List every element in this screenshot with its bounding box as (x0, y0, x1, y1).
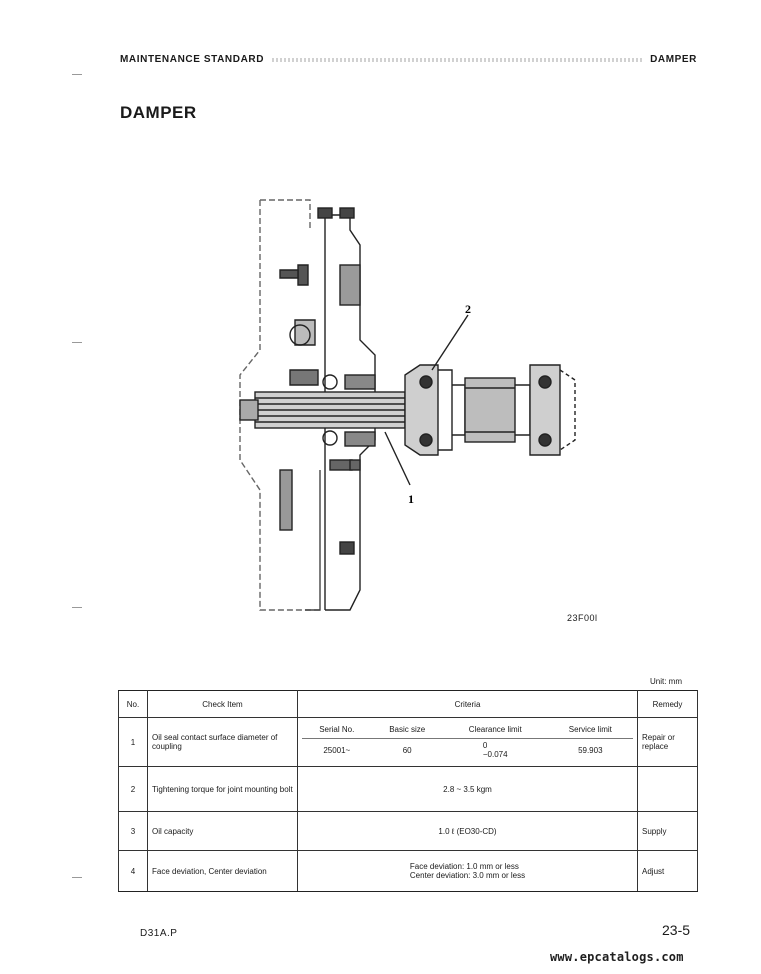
damper-cross-section-drawing (200, 170, 620, 630)
serial-value: 25001~ (323, 745, 351, 755)
figure-code: 23F00l (567, 613, 598, 623)
row-criteria: 1.0 ℓ (EO30-CD) (298, 812, 638, 851)
row-remedy: Supply (638, 812, 698, 851)
header-right: DAMPER (650, 54, 697, 65)
table-row (119, 767, 698, 812)
row-remedy: Adjust (638, 851, 698, 892)
row-check-item: Face deviation, Center deviation (148, 851, 298, 892)
header-dotted-rule (272, 58, 643, 62)
margin-mark (72, 607, 82, 608)
subheader-clearance-limit: Clearance limit (443, 723, 548, 739)
page-number: 23-5 (662, 922, 691, 938)
row-no: 4 (119, 851, 148, 892)
row-criteria (298, 851, 638, 892)
subheader-basic-size: Basic size (372, 723, 443, 739)
row-remedy: Repair or replace (638, 718, 698, 767)
margin-mark (72, 877, 82, 878)
header-no: No. (119, 691, 148, 718)
row-remedy (638, 767, 698, 812)
row-check-item: Oil seal contact surface diameter of coupling (148, 718, 298, 767)
subheader-service-limit: Service limit (548, 723, 633, 739)
header-criteria: Criteria (298, 691, 638, 718)
row-check-item: Oil capacity (148, 812, 298, 851)
callout-1: 1 (408, 492, 414, 506)
basic-size-value: 60 (402, 745, 412, 755)
footer-model: D31A.P (140, 928, 178, 939)
service-limit-value: 59.903 (578, 745, 603, 755)
page-title: DAMPER (120, 103, 197, 122)
row-no: 2 (119, 767, 148, 812)
row-no: 3 (119, 812, 148, 851)
table-row (119, 812, 698, 851)
table-row (119, 718, 698, 767)
header-left: MAINTENANCE STANDARD (120, 54, 265, 65)
watermark-link[interactable]: www.epcatalogs.com (550, 950, 684, 964)
header-check-item: Check Item (148, 691, 298, 718)
clearance-limit-value (443, 739, 548, 762)
header-remedy: Remedy (638, 691, 698, 718)
table-header-row (119, 691, 698, 718)
maintenance-standard-table (118, 690, 698, 892)
face-deviation: Face deviation: 1.0 mm or less (409, 862, 519, 871)
margin-mark (72, 74, 82, 75)
subheader-serial: Serial No. (302, 723, 372, 739)
row-criteria: 2.8 ~ 3.5 kgm (298, 767, 638, 812)
table-row (119, 851, 698, 892)
unit-label: Unit: mm (650, 677, 682, 686)
clearance-bottom: −0.074 (482, 750, 508, 759)
clearance-top: 0 (482, 741, 488, 750)
criteria-subtable (302, 723, 633, 761)
margin-mark (72, 342, 82, 343)
row-criteria (298, 718, 638, 767)
callout-2: 2 (465, 302, 471, 316)
center-deviation: Center deviation: 3.0 mm or less (409, 871, 526, 880)
row-check-item: Tightening torque for joint mounting bolt (148, 767, 298, 812)
row-no: 1 (119, 718, 148, 767)
